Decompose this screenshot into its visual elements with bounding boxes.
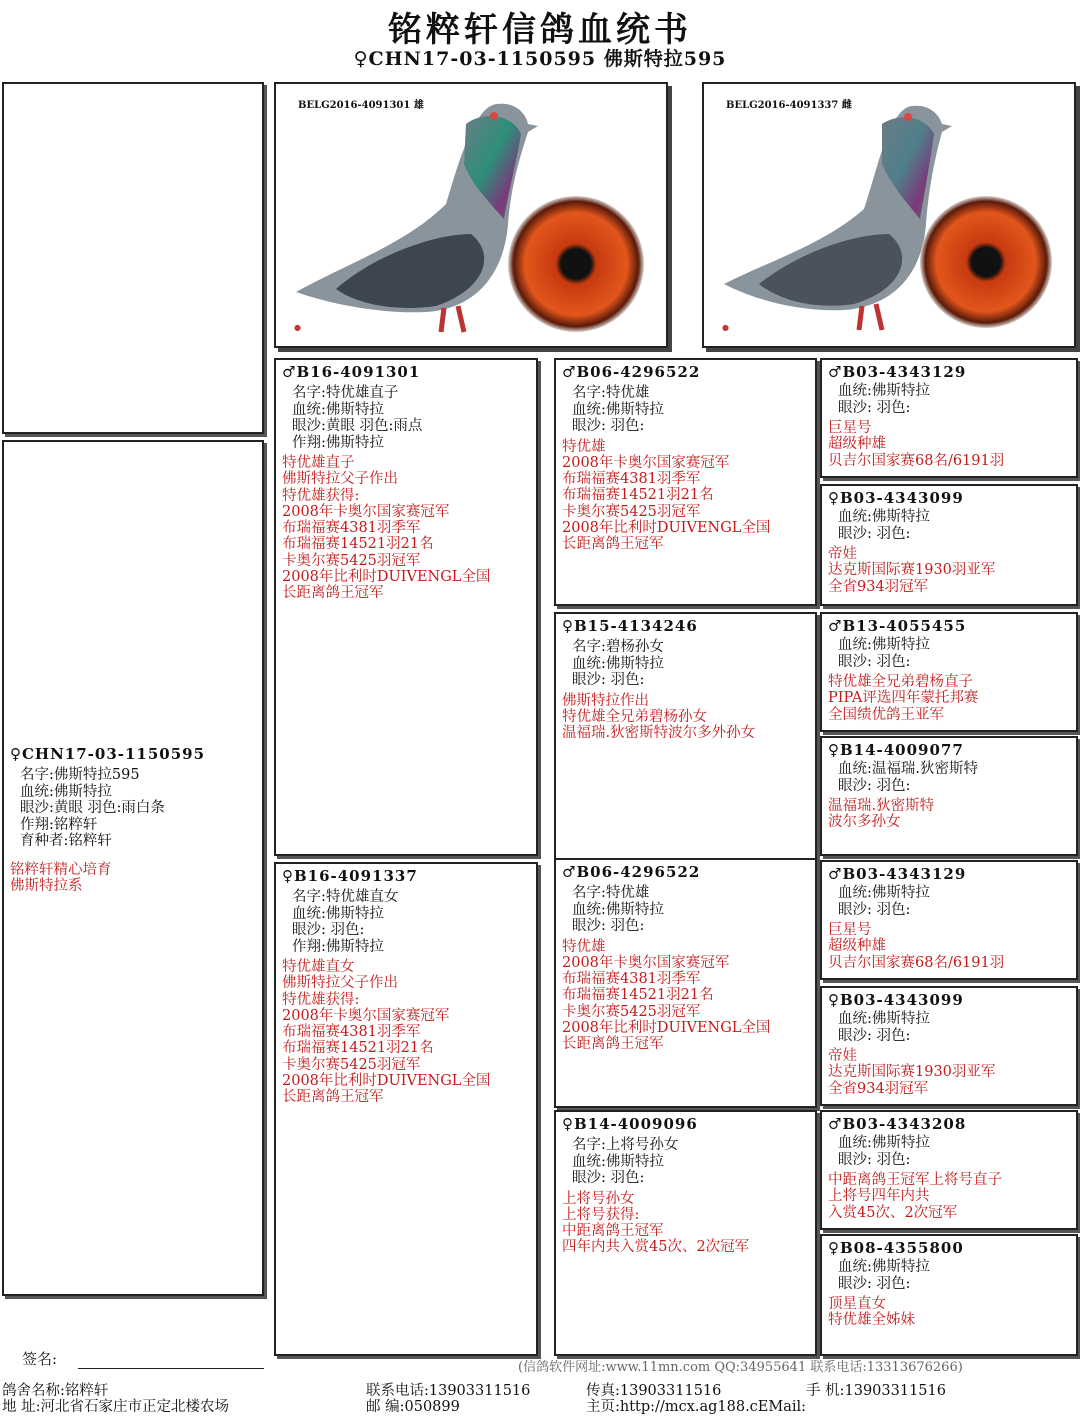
ring-number: ♂B06-4296522: [562, 863, 701, 881]
info-line: 眼沙: 羽色:: [838, 901, 911, 918]
signature-line: [78, 1368, 264, 1369]
note-line: 中距离鸽王冠军上将号直子: [828, 1172, 1002, 1188]
note-line: 入赏45次、2次冠军: [828, 1204, 958, 1221]
note-line: 超级种雄: [828, 436, 886, 453]
bird-info: [822, 507, 1076, 542]
ring-number: ♀B08-4355800: [828, 1239, 964, 1257]
pigeon-illustration: [276, 84, 666, 346]
footer-loft-name: 鸽舍名称:铭粹轩: [2, 1383, 109, 1399]
bird-notes: [822, 794, 1076, 831]
bird-notes: [822, 416, 1076, 469]
note-line: 布瑞福赛14521羽21名: [562, 987, 714, 1004]
info-line: 眼沙: 羽色:: [838, 777, 911, 794]
footer-mobile: 手 机:13903311516: [806, 1383, 946, 1399]
info-line: 名字:特优雄: [572, 385, 650, 401]
gen2-box-sire-sire: [554, 358, 817, 606]
note-line: 卡奥尔赛5425羽冠军: [562, 503, 701, 520]
note-line: 特优雄直女: [282, 959, 355, 975]
note-line: 长距离鸽王冠军: [562, 536, 664, 553]
info-line: 血统:佛斯特拉: [838, 383, 930, 399]
info-line: 血统:佛斯特拉: [572, 1153, 664, 1170]
bird-info: [556, 381, 815, 435]
bird-info: [822, 381, 1076, 416]
sire-ring-number: ♂B16-4091301: [282, 363, 421, 381]
note-line: 温福瑞.狄密斯特波尔多外孙女: [562, 725, 756, 742]
info-line: 眼沙: 羽色:: [572, 1170, 645, 1186]
bird-info: [822, 759, 1076, 794]
gen3-box: [820, 484, 1078, 606]
info-line: 育种者:铭粹轩: [20, 833, 112, 849]
info-line: 眼沙:黄眼 羽色:雨点: [292, 418, 423, 434]
note-line: 帝娃: [828, 546, 857, 562]
gen2-box-dam-dam: [554, 1110, 817, 1356]
info-line: 名字:佛斯特拉595: [20, 767, 140, 783]
bird-notes: [556, 435, 815, 553]
note-line: 2008年比利时DUIVENGL全国: [282, 1073, 491, 1090]
note-line: 长距离鸽王冠军: [282, 1089, 384, 1106]
info-line: 血统:佛斯特拉: [838, 1011, 930, 1027]
note-line: 顶星直女: [828, 1296, 886, 1312]
info-line: 眼沙:黄眼 羽色:雨白条: [20, 800, 165, 816]
note-line: 达克斯国际赛1930羽亚军: [828, 562, 996, 579]
bird-info: [556, 1133, 815, 1187]
note-line: 温福瑞.狄密斯特: [828, 798, 935, 814]
info-line: 名字:特优雄直女: [292, 889, 399, 905]
info-line: 血统:佛斯特拉: [838, 509, 930, 525]
info-line: 血统:佛斯特拉: [292, 401, 384, 418]
info-line: 眼沙: 羽色:: [572, 918, 645, 934]
note-line: 2008年卡奥尔国家赛冠军: [562, 954, 730, 971]
ring-number: ♂B13-4055455: [828, 617, 967, 635]
ring-number: ♂B03-4343129: [828, 865, 967, 883]
dam-notes: [276, 955, 536, 1106]
note-line: 2008年卡奥尔国家赛冠军: [282, 503, 450, 520]
dam-photo-ring: BELG2016-4091337 雌: [726, 100, 852, 111]
ring-number: ♀B03-4343099: [828, 991, 964, 1009]
footer-address: 地 址:河北省石家庄市正定北楼农场: [2, 1399, 229, 1415]
note-line: 卡奥尔赛5425羽冠军: [282, 1056, 421, 1073]
note-line: 卡奥尔赛5425羽冠军: [562, 1003, 701, 1020]
gen2-box-dam-sire: [554, 858, 817, 1108]
note-line: 铭粹轩精心培育: [10, 861, 112, 878]
note-line: 巨星号: [828, 420, 872, 436]
note-line: 佛斯特拉作出: [562, 692, 649, 709]
sire-notes: [276, 451, 536, 602]
subject-ring-number: ♀CHN17-03-1150595: [10, 745, 206, 763]
info-line: 血统:温福瑞.狄密斯特: [838, 761, 978, 777]
note-line: 四年内共入赏45次、2次冠军: [562, 1239, 750, 1256]
note-line: 巨星号: [828, 922, 872, 938]
info-line: 血统:佛斯特拉: [572, 901, 664, 918]
sire-photo: [274, 82, 668, 348]
subject-box: [2, 440, 264, 1296]
dam-box: [274, 862, 538, 1356]
bird-notes: [556, 689, 815, 742]
note-line: 全省934羽冠军: [828, 1080, 929, 1097]
info-line: 名字:上将号孙女: [572, 1137, 679, 1153]
bird-info: [556, 635, 815, 689]
ring-number: ♀B14-4009096: [562, 1115, 698, 1133]
note-line: 长距离鸽王冠军: [562, 1036, 664, 1053]
note-line: 贝吉尔国家赛68名/6191羽: [828, 954, 1005, 971]
note-line: 特优雄: [562, 438, 606, 455]
ring-number: ♀B15-4134246: [562, 617, 698, 635]
gen3-box: [820, 860, 1078, 980]
page-subtitle: ♀CHN17-03-1150595 佛斯特拉595: [353, 48, 727, 70]
note-line: 佛斯特拉父子作出: [282, 471, 398, 488]
info-line: 作翔:佛斯特拉: [292, 938, 384, 955]
note-line: 特优雄全姊妹: [828, 1312, 915, 1329]
note-line: 布瑞福赛14521羽21名: [282, 1040, 434, 1057]
gen3-box: [820, 1110, 1078, 1230]
note-line: 2008年卡奥尔国家赛冠军: [282, 1007, 450, 1024]
gen3-box: [820, 358, 1078, 478]
note-line: 2008年比利时DUIVENGL全国: [562, 519, 771, 536]
info-line: 血统:佛斯特拉: [838, 637, 930, 653]
note-line: 特优雄获得:: [282, 991, 360, 1008]
note-line: 长距离鸽王冠军: [282, 585, 384, 602]
note-line: 布瑞福赛14521羽21名: [562, 487, 714, 504]
note-line: 特优雄直子: [282, 455, 355, 471]
note-line: 2008年比利时DUIVENGL全国: [282, 569, 491, 586]
note-line: 特优雄全兄弟碧杨孙女: [562, 708, 707, 725]
pigeon-illustration: [704, 84, 1074, 346]
bird-notes: [822, 1044, 1076, 1097]
note-line: 布瑞福赛4381羽季军: [282, 1024, 421, 1041]
info-line: 名字:特优雄直子: [292, 385, 399, 401]
ring-number: ♂B03-4343129: [828, 363, 967, 381]
note-line: 佛斯特拉父子作出: [282, 975, 398, 992]
info-line: 作翔:佛斯特拉: [292, 434, 384, 451]
bird-info: [822, 635, 1076, 670]
info-line: 眼沙: 羽色:: [838, 1275, 911, 1292]
footer-phone: 联系电话:13903311516: [366, 1383, 531, 1399]
info-line: 血统:佛斯特拉: [20, 783, 112, 800]
footer-postcode: 邮 编:050899: [366, 1399, 460, 1415]
info-line: 血统:佛斯特拉: [292, 905, 384, 922]
note-line: 布瑞福赛4381羽季军: [562, 471, 701, 488]
note-line: 佛斯特拉系: [10, 877, 83, 894]
gen3-box: [820, 612, 1078, 732]
bird-info: [822, 1133, 1076, 1168]
note-line: 上将号孙女: [562, 1190, 635, 1207]
note-line: 上将号四年内共: [828, 1188, 930, 1205]
note-line: 卡奥尔赛5425羽冠军: [282, 552, 421, 569]
info-line: 名字:碧杨孙女: [572, 639, 664, 655]
bird-notes: [556, 935, 815, 1053]
subject-notes: [4, 858, 262, 895]
note-line: 全省934羽冠军: [828, 578, 929, 595]
ring-number: ♂B06-4296522: [562, 363, 701, 381]
signature-label: 签名:: [22, 1350, 58, 1368]
subject-info: [4, 763, 262, 850]
note-line: 布瑞福赛4381羽季军: [282, 520, 421, 537]
info-line: 作翔:铭粹轩: [20, 816, 98, 833]
info-line: 眼沙: 羽色:: [838, 525, 911, 542]
bird-notes: [822, 918, 1076, 971]
info-line: 血统:佛斯特拉: [838, 1135, 930, 1151]
info-line: 血统:佛斯特拉: [572, 401, 664, 418]
bird-notes: [822, 1168, 1076, 1221]
note-line: 贝吉尔国家赛68名/6191羽: [828, 452, 1005, 469]
note-line: 达克斯国际赛1930羽亚军: [828, 1064, 996, 1081]
bird-notes: [822, 542, 1076, 595]
info-line: 名字:特优雄: [572, 885, 650, 901]
ring-number: ♀B14-4009077: [828, 741, 964, 759]
note-line: 中距离鸽王冠军: [562, 1223, 664, 1240]
note-line: 波尔多孙女: [828, 814, 901, 831]
ring-number: ♀B03-4343099: [828, 489, 964, 507]
gen2-box-sire-dam: [554, 612, 817, 860]
note-line: 特优雄全兄弟碧杨直子: [828, 674, 973, 690]
info-line: 眼沙: 羽色:: [838, 399, 911, 416]
note-line: 全国绩优鸽王亚军: [828, 706, 944, 723]
dam-photo: [702, 82, 1076, 348]
note-line: 布瑞福赛14521羽21名: [282, 536, 434, 553]
gen3-box: [820, 1234, 1078, 1356]
info-line: 眼沙: 羽色:: [572, 418, 645, 434]
note-line: 特优雄获得:: [282, 487, 360, 504]
info-line: 血统:佛斯特拉: [838, 1259, 930, 1275]
note-line: 上将号获得:: [562, 1206, 640, 1223]
bird-notes: [556, 1187, 815, 1256]
bird-notes: [822, 670, 1076, 723]
bird-info: [822, 883, 1076, 918]
info-line: 眼沙: 羽色:: [292, 922, 365, 938]
subject-photo-frame: [2, 82, 264, 434]
info-line: 眼沙: 羽色:: [838, 1151, 911, 1168]
note-line: 超级种雄: [828, 938, 886, 955]
bird-info: [556, 881, 815, 935]
ring-number: ♂B03-4343208: [828, 1115, 967, 1133]
sire-info: [276, 381, 536, 451]
footer-homepage: 主页:http://mcx.ag188.cEMail:: [586, 1399, 807, 1415]
page-title: 铭粹轩信鸽血统书: [388, 10, 692, 50]
bird-info: [822, 1257, 1076, 1292]
bird-notes: [822, 1292, 1076, 1329]
gen3-box: [820, 986, 1078, 1106]
breeder-logo: ●: [294, 323, 301, 332]
sire-box: [274, 358, 538, 856]
dam-info: [276, 885, 536, 955]
note-line: 布瑞福赛4381羽季军: [562, 971, 701, 988]
note-line: 2008年卡奥尔国家赛冠军: [562, 454, 730, 471]
footer-fax: 传真:13903311516: [586, 1383, 722, 1399]
note-line: 特优雄: [562, 938, 606, 955]
info-line: 眼沙: 羽色:: [572, 672, 645, 688]
dam-ring-number: ♀B16-4091337: [282, 867, 418, 885]
info-line: 眼沙: 羽色:: [838, 1027, 911, 1044]
breeder-logo: ●: [722, 323, 729, 332]
software-website: (信鸽软件网址:www.11mn.com QQ:34955641 联系电话:13313676266): [518, 1360, 963, 1375]
info-line: 血统:佛斯特拉: [838, 885, 930, 901]
info-line: 眼沙: 羽色:: [838, 653, 911, 670]
info-line: 血统:佛斯特拉: [572, 655, 664, 672]
note-line: PIPA评选四年蒙托邦赛: [828, 690, 979, 707]
gen3-box: [820, 736, 1078, 856]
note-line: 帝娃: [828, 1048, 857, 1064]
note-line: 2008年比利时DUIVENGL全国: [562, 1019, 771, 1036]
bird-info: [822, 1009, 1076, 1044]
sire-photo-ring: BELG2016-4091301 雄: [298, 100, 424, 111]
